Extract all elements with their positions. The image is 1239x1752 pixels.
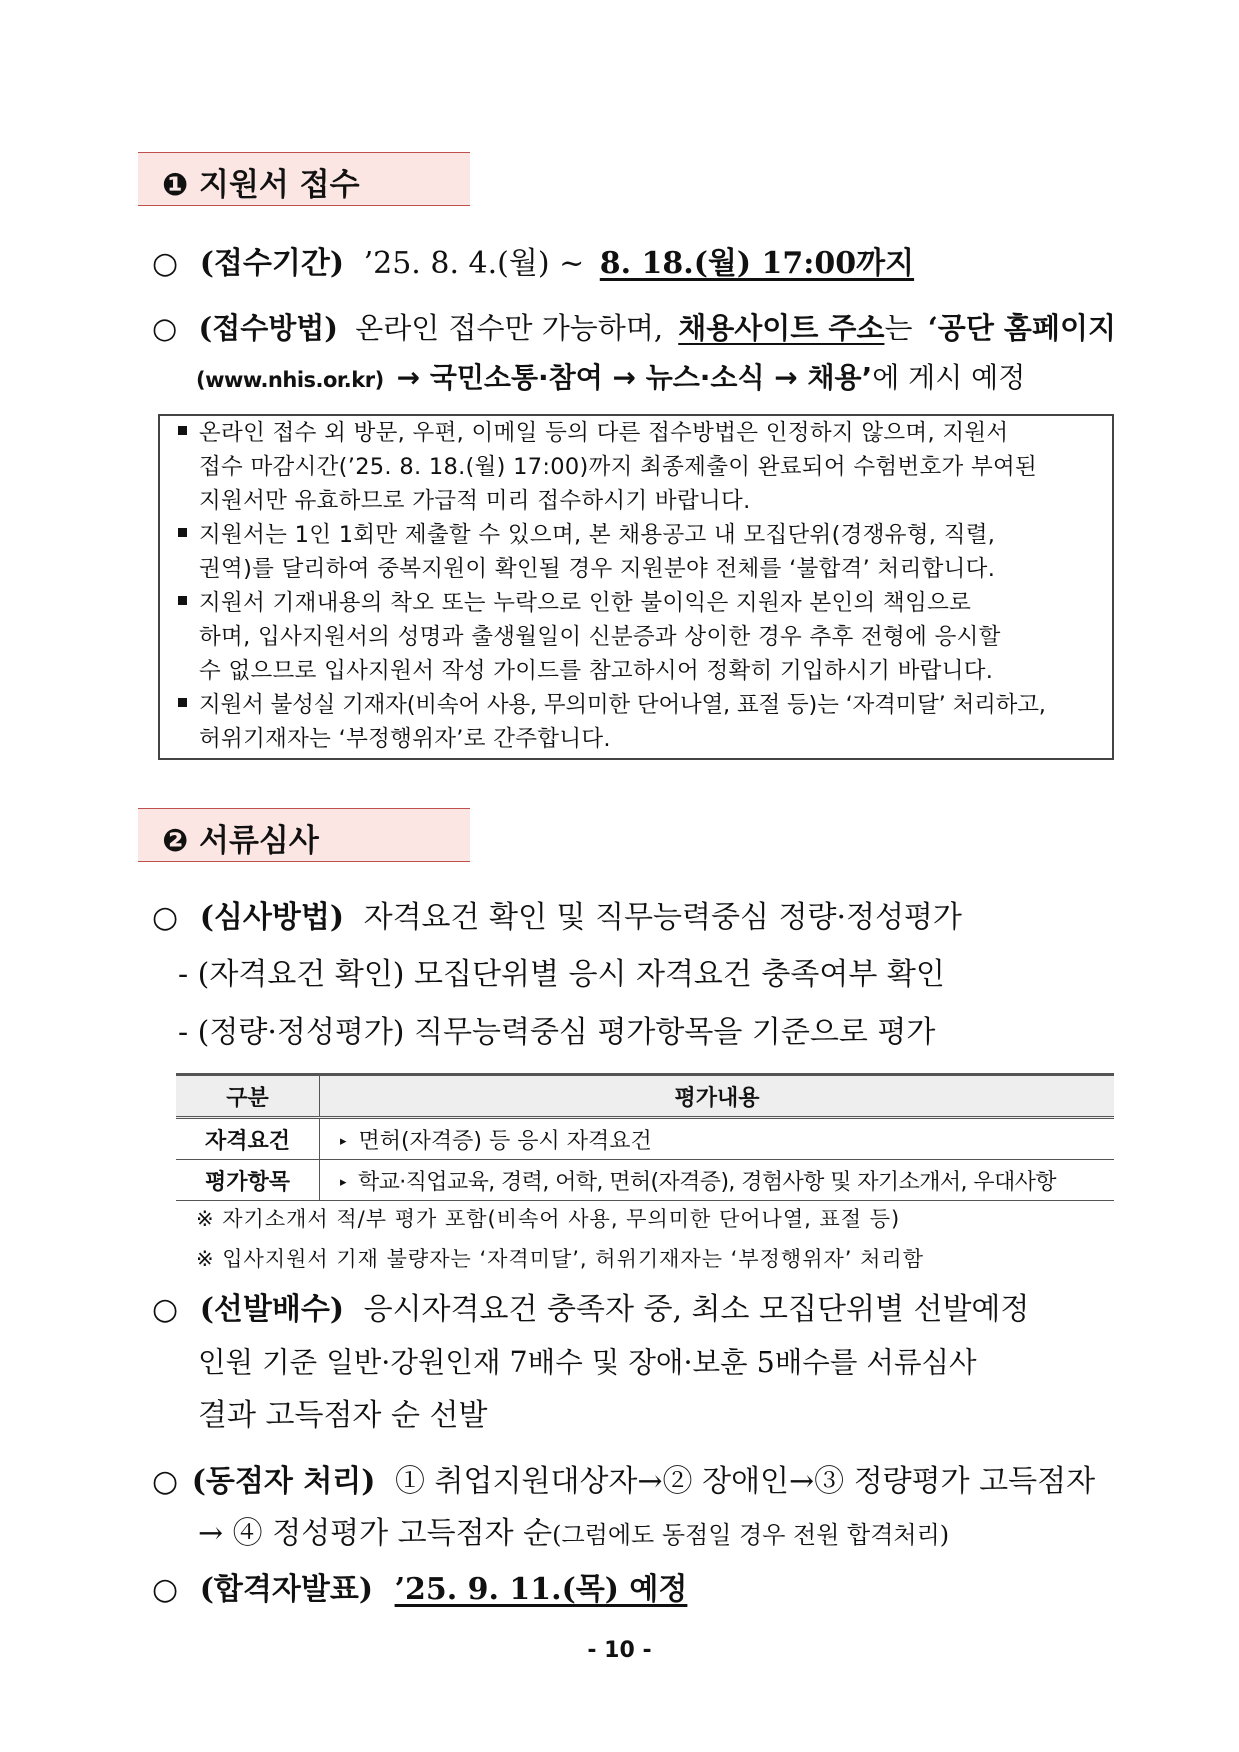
- table-row-content: ▸ 면허(자격증) 등 응시 자격요건: [320, 1118, 1115, 1160]
- select-label: (선발배수): [199, 1292, 345, 1327]
- bullet-square-icon: [178, 426, 187, 435]
- tie-line-1: [152, 1462, 1095, 1502]
- notice-line: 지원서만 유효하므로 가급적 미리 접수하시기 바랍니다.: [199, 488, 751, 514]
- page-number: - 10 -: [587, 1638, 652, 1663]
- notice-line: 접수 마감시간(’25. 8. 18.(월) 17:00)까지 최종제출이 완료되어 수험번호가 부여된: [199, 454, 1038, 480]
- section1-header: [138, 152, 470, 206]
- review-sub-2: - (정량·정성평가) 직무능력중심 평가항목을 기준으로 평가: [178, 1015, 936, 1050]
- triangle-bullet-icon: ▸: [340, 1133, 347, 1149]
- method-text-3: 에 게시 예정: [872, 361, 1026, 394]
- method-site-label: 채용사이트 주소: [678, 311, 885, 345]
- tie-text-1: ① 취업지원대상자→② 장애인→③ 정량평가 고득점자: [395, 1464, 1096, 1499]
- select-marker: ○: [152, 1292, 179, 1327]
- notice-line: 수 없으므로 입사지원서 작성 가이드를 참고하시어 정확히 기입하시기 바랍니다.: [199, 658, 994, 684]
- notice-line: 하며, 입사지원서의 성명과 출생월일이 신분증과 상이한 경우 추후 전형에 응시할: [199, 624, 1001, 650]
- bullet-square-icon: [178, 698, 187, 707]
- select-line-2: 인원 기준 일반·강원인재 7배수 및 장애·보훈 5배수를 서류심사: [198, 1346, 977, 1379]
- period-start: ’25. 8. 4.(월) ~: [363, 246, 585, 281]
- period-line: [152, 244, 914, 284]
- announce-marker: ○: [152, 1572, 179, 1607]
- announce-line: [152, 1570, 687, 1610]
- method-url: (www.nhis.or.kr): [196, 368, 384, 392]
- review-line: [152, 898, 962, 938]
- method-line-2: [196, 358, 1025, 400]
- section2-title: ❷ 서류심사: [162, 823, 319, 859]
- bullet-square-icon: [178, 528, 187, 537]
- tie-text-2b: (그럼에도 동점일 경우 전원 합격처리): [552, 1521, 950, 1549]
- table-note-1: ※ 자기소개서 적/부 평가 포함(비속어 사용, 무의미한 단어나열, 표절 등): [196, 1207, 901, 1231]
- notice-line: 권역)를 달리하여 중복지원이 확인될 경우 지원분야 전체를 ‘불합격’ 처리합니다.: [199, 556, 996, 582]
- table-header-content: 평가내용: [320, 1075, 1115, 1118]
- triangle-bullet-icon: ▸: [340, 1174, 346, 1190]
- bullet-square-icon: [178, 596, 187, 605]
- review-sub-1: - (자격요건 확인) 모집단위별 응시 자격요건 충족여부 확인: [178, 957, 945, 992]
- table-header-category: 구분: [176, 1075, 320, 1118]
- table-row-content: ▸ 학교·직업교육, 경력, 어학, 면허(자격증), 경험사항 및 자기소개서, 우대사항: [320, 1160, 1115, 1201]
- notice-line: 지원서 기재내용의 착오 또는 누락으로 인한 불이익은 지원자 본인의 책임으로: [178, 586, 971, 620]
- section1-title: ❶ 지원서 접수: [162, 167, 360, 203]
- table-row-label: 자격요건: [176, 1118, 320, 1160]
- period-label: (접수기간): [199, 246, 345, 281]
- table-note-2: ※ 입사지원서 기재 불량자는 ‘자격미달’, 허위기재자는 ‘부정행위자’ 처리함: [196, 1247, 924, 1271]
- table-row: [176, 1118, 1114, 1160]
- method-path: → 국민소통·참여 → 뉴스·소식 → 채용’: [396, 361, 873, 394]
- notice-line: 온라인 접수 외 방문, 우편, 이메일 등의 다른 접수방법은 인정하지 않으며, 지원서: [178, 416, 1008, 450]
- notice-line: 지원서는 1인 1회만 제출할 수 있으며, 본 채용공고 내 모집단위(경쟁유형, 직렬,: [178, 518, 995, 552]
- select-text-1: 응시자격요건 충족자 중, 최소 모집단위별 선발예정: [363, 1292, 1030, 1327]
- notice-box: [158, 414, 1114, 760]
- section2-header: [138, 808, 470, 862]
- select-line-1: [152, 1290, 1029, 1330]
- method-label: (접수방법): [198, 311, 339, 345]
- tie-text-2a: → ④ 정성평가 고득점자 순: [198, 1516, 553, 1551]
- tie-line-2: [198, 1514, 949, 1555]
- table-row-label: 평가항목: [176, 1160, 320, 1201]
- evaluation-table: [176, 1073, 1114, 1201]
- tie-marker: ○: [152, 1464, 179, 1499]
- review-marker: ○: [152, 900, 179, 935]
- table-row: [176, 1160, 1114, 1201]
- method-text-2: 는: [884, 311, 913, 345]
- method-text-1: 온라인 접수만 가능하며,: [355, 311, 664, 345]
- announce-text: ’25. 9. 11.(목) 예정: [394, 1572, 688, 1607]
- method-marker: ○: [152, 311, 178, 345]
- notice-line: 지원서 불성실 기재자(비속어 사용, 무의미한 단어나열, 표절 등)는 ‘자격미달’ 처리하고,: [178, 688, 1046, 722]
- review-label: (심사방법): [199, 900, 345, 935]
- notice-line: 허위기재자는 ‘부정행위자’로 간주합니다.: [199, 726, 611, 752]
- period-end: 8. 18.(월) 17:00까지: [599, 246, 915, 281]
- tie-label: (동점자 처리): [191, 1464, 376, 1499]
- review-text: 자격요건 확인 및 직무능력중심 정량·정성평가: [363, 900, 962, 935]
- select-line-3: 결과 고득점자 순 선발: [198, 1398, 488, 1433]
- period-marker: ○: [152, 246, 179, 281]
- method-line-1: [152, 308, 1116, 348]
- announce-label: (합격자발표): [199, 1572, 374, 1607]
- method-site-name: ‘공단 홈페이지: [927, 311, 1116, 345]
- table-header-row: [176, 1075, 1114, 1118]
